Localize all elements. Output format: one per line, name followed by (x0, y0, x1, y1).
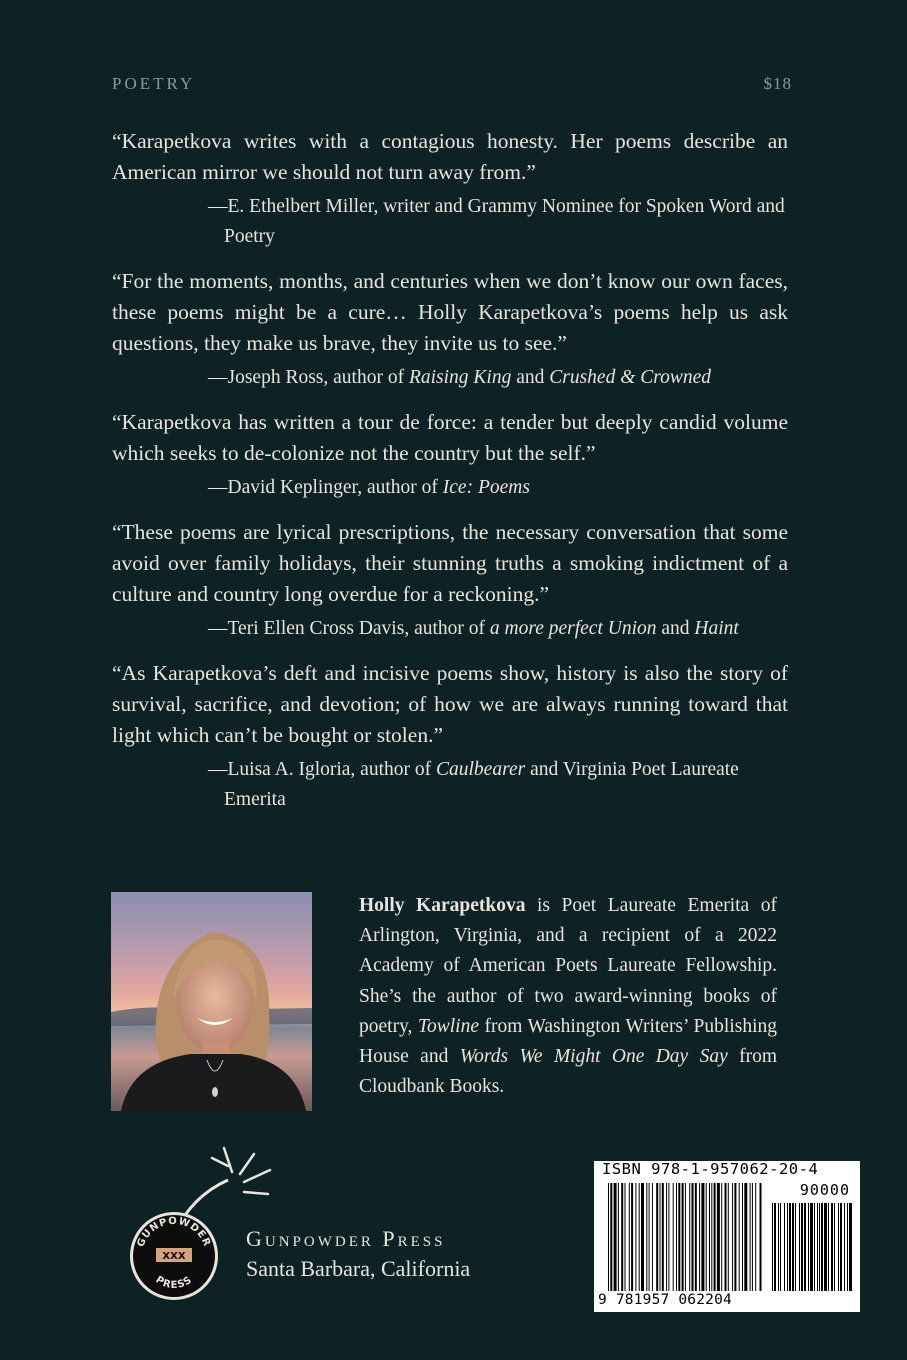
barcode-bar (666, 1183, 667, 1291)
barcode-bar (744, 1183, 747, 1291)
blurb-quote: “Karapetkova writes with a contagious honesty. Her poems describe an American mirror we should not turn away from.” (112, 129, 788, 184)
logo-mark: XXX (162, 1251, 186, 1262)
attribution-text: —Joseph Ross, author of (208, 367, 409, 388)
barcode-bar (755, 1183, 756, 1291)
barcode-bar (610, 1183, 612, 1291)
attribution-text: —David Keplinger, author of (208, 477, 443, 498)
barcode-bar (834, 1203, 835, 1291)
barcode-bar (799, 1203, 800, 1291)
isbn-barcode (594, 1161, 860, 1312)
attribution-text: —E. Ethelbert Miller, writer and Grammy Nominee for Spoken Word and Poetry (208, 196, 785, 247)
barcode-bar (706, 1183, 707, 1291)
barcode-bar (828, 1203, 829, 1291)
barcode-bar (840, 1203, 842, 1291)
blurb (112, 658, 788, 815)
blurb-quote: “Karapetkova has written a tour de force: a tender but deeply candid volume which seeks to de-colonize not the country but the self.” (112, 410, 788, 465)
barcode-bar (618, 1183, 619, 1291)
barcode-bar (641, 1183, 644, 1291)
price-code: 90000 (799, 1181, 850, 1199)
barcode-bar (668, 1183, 669, 1291)
barcode-bar (814, 1203, 815, 1291)
barcode-bar (778, 1203, 779, 1291)
barcode-bar (631, 1183, 633, 1291)
barcode-bar (795, 1203, 796, 1291)
author-portrait-image (111, 892, 312, 1111)
attribution-text: —Luisa A. Igloria, author of (208, 759, 436, 780)
barcode-bar (646, 1183, 647, 1291)
barcode-bar (649, 1183, 650, 1291)
barcode-bar (752, 1183, 753, 1291)
barcode-bar (635, 1183, 636, 1291)
barcode-bars (594, 1161, 860, 1312)
barcode-bar (701, 1183, 704, 1291)
bio-text: is Poet Laureate Emerita of Arlington, Virginia, and a recipient of a 2022 Academy of American Poets Laureate Fellowship. She’s the author of two award-winning books of poetry, (359, 895, 777, 1037)
barcode-bar (774, 1203, 776, 1291)
blurb (112, 407, 788, 503)
book-title: a more perfect Union (489, 618, 657, 639)
blurbs-section (112, 126, 788, 829)
book-title: Raising King (408, 367, 512, 388)
barcode-bar (844, 1203, 845, 1291)
barcode-bar (819, 1203, 820, 1291)
blurb-attribution (208, 755, 788, 815)
barcode-bar (824, 1203, 827, 1291)
barcode-bar (780, 1203, 781, 1291)
barcode-bar (629, 1183, 630, 1291)
attribution-connector: and (511, 367, 550, 388)
barcode-bar (709, 1183, 710, 1291)
barcode-bar (695, 1183, 697, 1291)
barcode-bar (625, 1183, 626, 1291)
barcode-bar (792, 1203, 794, 1291)
blurb (112, 517, 788, 644)
barcode-bar (699, 1183, 700, 1291)
barcode-bar (831, 1203, 833, 1291)
barcode-bar (821, 1203, 823, 1291)
book-title: Caulbearer (436, 759, 526, 780)
barcode-bar (787, 1203, 788, 1291)
book-title: Ice: Poems (442, 477, 530, 498)
barcode-bar (750, 1183, 751, 1291)
barcode-bar (789, 1203, 791, 1291)
blurb-attribution (208, 192, 788, 252)
logo-text-top: GUNPOWDER (135, 1215, 213, 1249)
barcode-bar (734, 1183, 736, 1291)
bio-text: from Cloudbank Books. (359, 1046, 777, 1098)
barcode-bar (652, 1183, 653, 1291)
barcode-bar (682, 1183, 684, 1291)
ean-digits: 9 781957 062204 (598, 1292, 732, 1308)
barcode-bar (742, 1183, 743, 1291)
barcode-bar (660, 1183, 661, 1291)
barcode-bar (760, 1183, 762, 1291)
publisher-city: Santa Barbara, California (246, 1256, 471, 1281)
book-title: Words We Might One Day Say (459, 1046, 728, 1068)
book-title: Towline (417, 1015, 479, 1037)
blurb-attribution (208, 363, 788, 393)
blurb-quote: “These poems are lyrical prescriptions, the necessary conversation that some avoid over family holidays, their stunning truths a smoking indictment of a culture and country long overdue for a reckoning.” (112, 520, 788, 606)
book-title: Crushed & Crowned (549, 367, 712, 388)
barcode-bar (714, 1183, 716, 1291)
book-title: Haint (694, 618, 739, 639)
barcode-bar (639, 1183, 640, 1291)
bio-text: from Washington Writers’ Publishing House and (359, 1015, 777, 1068)
publisher-name: Gunpowder Press (246, 1226, 446, 1251)
blurb-quote: “As Karapetkova’s deft and incisive poems show, history is also the story of survival, sacrifice, and devotion; of how we are always running toward that light which can’t be bought or stolen.” (112, 661, 788, 747)
barcode-bar (732, 1183, 733, 1291)
barcode-bar (847, 1203, 848, 1291)
attribution-text: —Teri Ellen Cross Davis, author of (208, 618, 490, 639)
barcode-bar (692, 1183, 694, 1291)
barcode-bar (838, 1203, 839, 1291)
barcode-bar (676, 1183, 677, 1291)
header-bar (112, 74, 792, 98)
attribution-connector: and (656, 618, 695, 639)
barcode-bar (614, 1183, 617, 1291)
barcode-bar (801, 1203, 803, 1291)
barcode-bar (689, 1183, 690, 1291)
blurb (112, 266, 788, 393)
price-label: $18 (763, 74, 792, 93)
barcode-bar (711, 1183, 712, 1291)
barcode-bar (817, 1203, 818, 1291)
author-name: Holly Karapetkova (359, 895, 526, 916)
barcode-bar (678, 1183, 680, 1291)
logo-text-bottom: PRESS (153, 1274, 195, 1292)
category-label: POETRY (112, 74, 196, 93)
barcode-bar (772, 1203, 773, 1291)
blurb (112, 126, 788, 252)
barcode-bar (810, 1203, 813, 1291)
barcode-bar (808, 1203, 809, 1291)
barcode-bar (662, 1183, 664, 1291)
barcode-bar (608, 1183, 609, 1291)
barcode-bar (717, 1183, 720, 1291)
barcode-bar (849, 1203, 852, 1291)
barcode-bar (673, 1183, 674, 1291)
attribution-suffix: and Virginia Poet Laureate Emerita (224, 759, 739, 810)
barcode-bar (656, 1183, 658, 1291)
barcode-bar (725, 1183, 727, 1291)
barcode-bar (685, 1183, 686, 1291)
barcode-bar (739, 1183, 740, 1291)
barcode-bar (784, 1203, 785, 1291)
barcode-bar (621, 1183, 623, 1291)
blurb-attribution (208, 614, 788, 644)
barcode-bar (804, 1203, 806, 1291)
barcode-bar (728, 1183, 729, 1291)
blurb-attribution (208, 473, 788, 503)
barcode-bar (721, 1183, 722, 1291)
author-bio (359, 891, 777, 1102)
author-photo (111, 892, 312, 1111)
blurb-quote: “For the moments, months, and centuries when we don’t know our own faces, these poems might be a cure… Holly Karapetkova’s poems help us ask questions, they make us brave, they invite us to see.” (112, 269, 788, 355)
isbn-text: ISBN 978-1-957062-20-4 (602, 1160, 819, 1178)
